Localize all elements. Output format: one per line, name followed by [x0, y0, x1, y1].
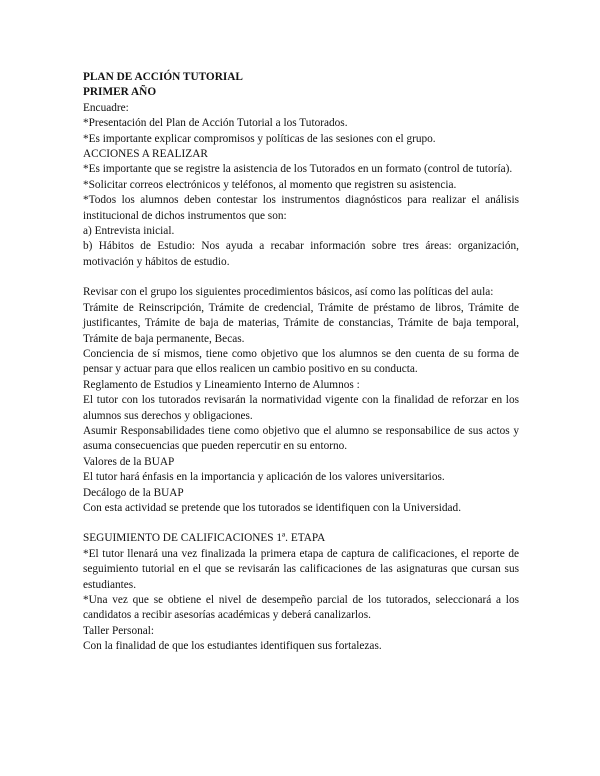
- acciones-item: *Es importante que se registre la asistencia de los Tutorados en un formato (control de tutoría).: [83, 163, 513, 176]
- taller-paragraph: Con la finalidad de que los estudiantes identifiquen sus fortalezas.: [83, 640, 382, 653]
- acciones-heading: ACCIONES A REALIZAR: [83, 148, 208, 161]
- tramites-list: Trámite de Reinscripción, Trámite de credencial, Trámite de préstamo de libros, Trámite de justificantes, Trámite de baja de materias, Trámite de constancias, Trámite de baja temporal, Trámite de baja permanente, Becas.: [83, 301, 519, 345]
- section-gap: [83, 516, 519, 531]
- decalogo-heading: Decálogo de la BUAP: [83, 486, 184, 499]
- acciones-item: a) Entrevista inicial.: [83, 225, 175, 238]
- conciencia-paragraph: Conciencia de sí mismos, tiene como objetivo que los alumnos se den cuenta de su forma de pensar y actuar para que ellos realicen un cambio positivo en su conducta.: [83, 347, 519, 376]
- seguimiento-heading: SEGUIMIENTO DE CALIFICACIONES 1ª. ETAPA: [83, 532, 326, 545]
- document-subtitle: PRIMER AÑO: [83, 86, 157, 99]
- document-page: [83, 70, 519, 655]
- seguimiento-item: *Una vez que se obtiene el nivel de desempeño parcial de los tutorados, seleccionará a los candidatos a recibir asesorías académicas y deberá canalizarlos.: [83, 594, 519, 622]
- encuadre-heading: Encuadre:: [83, 101, 129, 114]
- acciones-item: *Solicitar correos electrónicos y teléfonos, al momento que registren su asistencia.: [83, 178, 457, 191]
- valores-heading: Valores de la BUAP: [83, 455, 175, 468]
- encuadre-item: *Es importante explicar compromisos y políticas de las sesiones con el grupo.: [83, 132, 436, 145]
- valores-paragraph: El tutor hará énfasis en la importancia y aplicación de los valores universitarios.: [83, 471, 445, 484]
- revisar-intro: Revisar con el grupo los siguientes procedimientos básicos, así como las políticas del aula:: [83, 286, 494, 299]
- decalogo-paragraph: Con esta actividad se pretende que los tutorados se identifiquen con la Universidad.: [83, 501, 462, 514]
- document-title: PLAN DE ACCIÓN TUTORIAL: [83, 71, 243, 83]
- asumir-paragraph: Asumir Responsabilidades tiene como objetivo que el alumno se responsabilice de sus actos y asuma consecuencias que pueden repercutir en su entorno.: [83, 424, 519, 453]
- acciones-item: *Todos los alumnos deben contestar los instrumentos diagnósticos para realizar el análisis institucional de dichos instrumentos que son:: [83, 194, 519, 222]
- seguimiento-item: *El tutor llenará una vez finalizada la primera etapa de captura de calificaciones, el reporte de seguimiento tutorial en el que se revisarán las calificaciones de las asignaturas que cursan sus estudiantes.: [83, 547, 519, 591]
- reglamento-heading: Reglamento de Estudios y Lineamiento Interno de Alumnos :: [83, 378, 360, 391]
- reglamento-paragraph: El tutor con los tutorados revisarán la normatividad vigente con la finalidad de reforzar en los alumnos sus derechos y obligaciones.: [83, 394, 519, 422]
- section-gap: [83, 270, 519, 285]
- acciones-item: b) Hábitos de Estudio: Nos ayuda a recabar información sobre tres áreas: organización, motivación y hábitos de estudio.: [83, 240, 519, 268]
- encuadre-item: *Presentación del Plan de Acción Tutorial a los Tutorados.: [83, 117, 348, 130]
- taller-heading: Taller Personal:: [83, 624, 155, 637]
